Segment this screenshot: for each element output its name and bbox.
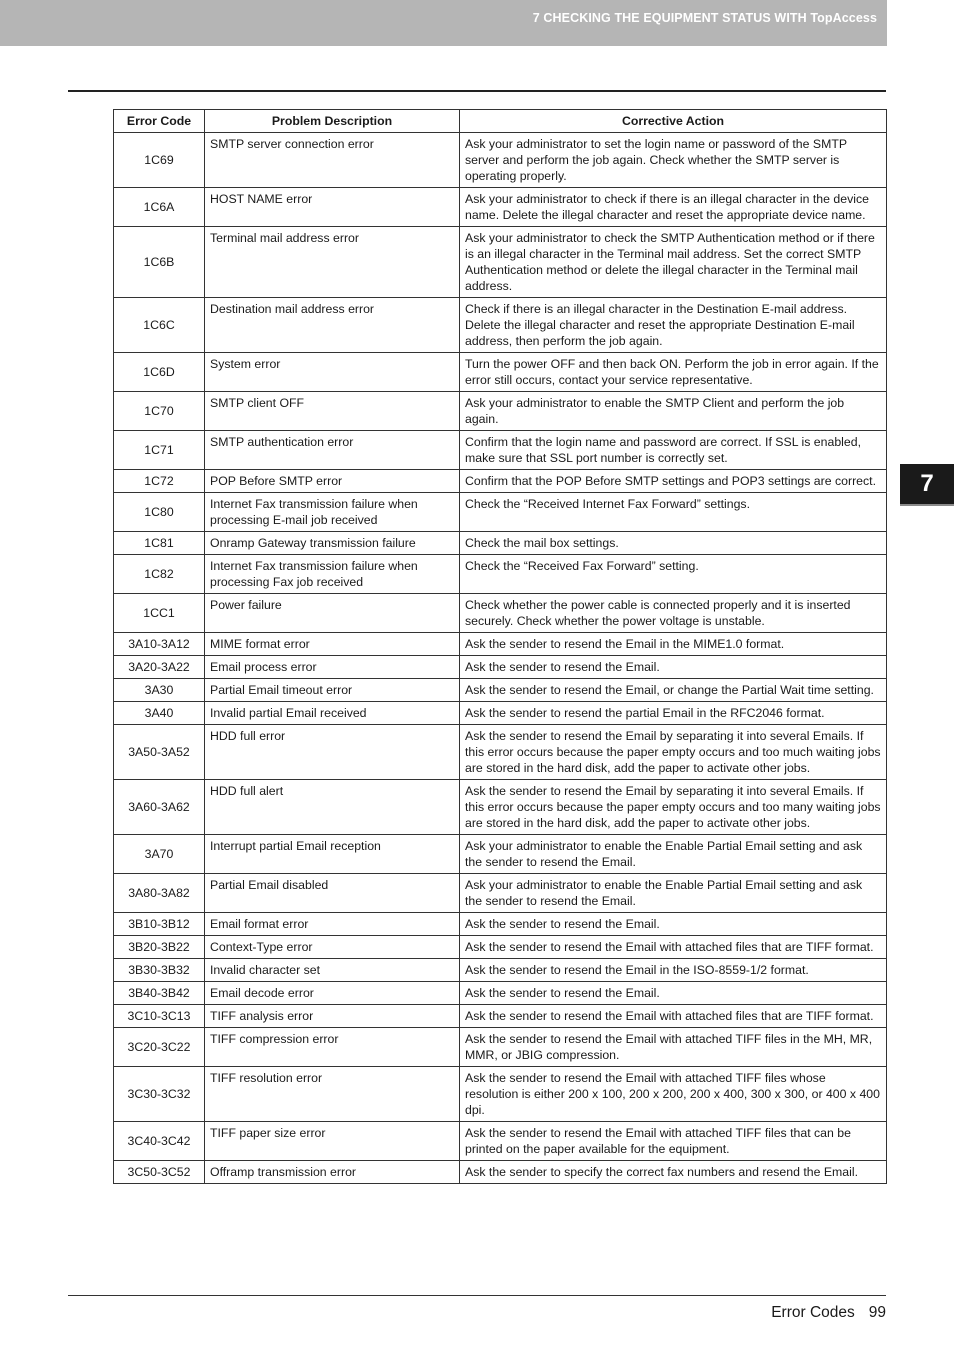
corrective-action-cell: Ask your administrator to enable the Enable Partial Email setting and ask the sender to resend the Email.	[460, 874, 887, 913]
error-code-cell: 1CC1	[114, 594, 205, 633]
bottom-rule	[68, 1295, 886, 1296]
error-code-table	[113, 109, 887, 1184]
problem-description-cell: MIME format error	[205, 633, 460, 656]
table-row	[114, 298, 887, 353]
table-row	[114, 874, 887, 913]
corrective-action-cell: Check the “Received Internet Fax Forward” settings.	[460, 493, 887, 532]
error-code-cell: 1C70	[114, 392, 205, 431]
problem-description-cell: HDD full error	[205, 725, 460, 780]
error-code-cell: 1C81	[114, 532, 205, 555]
table-row	[114, 656, 887, 679]
chapter-header-title: 7 CHECKING THE EQUIPMENT STATUS WITH TopAccess	[532, 11, 877, 25]
corrective-action-cell: Ask the sender to resend the Email with attached TIFF files whose resolution is either 200 x 100, 200 x 200, 200 x 400, 300 x 300, or 400 x 400 dpi.	[460, 1067, 887, 1122]
error-code-cell: 3B10-3B12	[114, 913, 205, 936]
table-row	[114, 702, 887, 725]
error-code-cell: 3B40-3B42	[114, 982, 205, 1005]
table-row	[114, 594, 887, 633]
corrective-action-cell: Ask the sender to resend the Email in the ISO-8559-1/2 format.	[460, 959, 887, 982]
table-body	[114, 133, 887, 1184]
corrective-action-cell: Ask your administrator to check the SMTP Authentication method or if there is an illegal character in the Terminal mail address. Set the correct SMTP Authentication method or delete the illegal character in the Terminal mail address.	[460, 227, 887, 298]
corrective-action-cell: Ask the sender to resend the Email with attached TIFF files in the MH, MR, MMR, or JBIG compression.	[460, 1028, 887, 1067]
error-code-cell: 3A50-3A52	[114, 725, 205, 780]
table-row	[114, 633, 887, 656]
table-row	[114, 555, 887, 594]
corrective-action-cell: Ask the sender to resend the Email with attached files that are TIFF format.	[460, 936, 887, 959]
corrective-action-cell: Confirm that the POP Before SMTP settings and POP3 settings are correct.	[460, 470, 887, 493]
corrective-action-cell: Ask the sender to resend the Email.	[460, 982, 887, 1005]
problem-description-cell: Internet Fax transmission failure when processing E-mail job received	[205, 493, 460, 532]
chapter-tab[interactable]: 7	[900, 464, 954, 504]
problem-description-cell: Context-Type error	[205, 936, 460, 959]
error-code-cell: 3C50-3C52	[114, 1161, 205, 1184]
table-row	[114, 431, 887, 470]
error-code-cell: 3A60-3A62	[114, 780, 205, 835]
corrective-action-cell: Ask the sender to resend the Email, or change the Partial Wait time setting.	[460, 679, 887, 702]
corrective-action-cell: Ask the sender to resend the Email by separating it into several Emails. If this error occurs because the paper empty occurs and too much waiting jobs are stored in the hard disk, add the paper to activate other jobs.	[460, 725, 887, 780]
table-row	[114, 679, 887, 702]
corrective-action-cell: Ask the sender to resend the partial Email in the RFC2046 format.	[460, 702, 887, 725]
header-bar	[0, 0, 887, 46]
error-code-cell: 1C6A	[114, 188, 205, 227]
error-code-cell: 1C72	[114, 470, 205, 493]
problem-description-cell: TIFF paper size error	[205, 1122, 460, 1161]
error-code-cell: 3C10-3C13	[114, 1005, 205, 1028]
error-code-cell: 1C69	[114, 133, 205, 188]
error-code-cell: 3A30	[114, 679, 205, 702]
problem-description-cell: Email format error	[205, 913, 460, 936]
problem-description-cell: SMTP authentication error	[205, 431, 460, 470]
table-row	[114, 493, 887, 532]
table-row	[114, 1028, 887, 1067]
problem-description-cell: Email decode error	[205, 982, 460, 1005]
error-code-cell: 1C71	[114, 431, 205, 470]
error-code-cell: 1C6D	[114, 353, 205, 392]
problem-description-cell: HOST NAME error	[205, 188, 460, 227]
table-row	[114, 1122, 887, 1161]
table-row	[114, 133, 887, 188]
table-row	[114, 959, 887, 982]
footer-section-title: Error Codes	[771, 1304, 855, 1321]
problem-description-cell: Power failure	[205, 594, 460, 633]
page-footer	[771, 1304, 886, 1322]
error-code-cell: 1C6C	[114, 298, 205, 353]
problem-description-cell: Partial Email disabled	[205, 874, 460, 913]
error-code-cell: 1C82	[114, 555, 205, 594]
corrective-action-cell: Ask the sender to resend the Email in the MIME1.0 format.	[460, 633, 887, 656]
error-code-cell: 3A80-3A82	[114, 874, 205, 913]
corrective-action-cell: Ask the sender to resend the Email.	[460, 656, 887, 679]
error-code-cell: 1C6B	[114, 227, 205, 298]
table-row	[114, 353, 887, 392]
problem-description-cell: POP Before SMTP error	[205, 470, 460, 493]
problem-description-cell: Email process error	[205, 656, 460, 679]
problem-description-cell: System error	[205, 353, 460, 392]
error-code-cell: 3C20-3C22	[114, 1028, 205, 1067]
corrective-action-cell: Check whether the power cable is connected properly and it is inserted securely. Check whether the power voltage is unstable.	[460, 594, 887, 633]
table-row	[114, 982, 887, 1005]
error-code-cell: 3A10-3A12	[114, 633, 205, 656]
error-code-cell: 3C40-3C42	[114, 1122, 205, 1161]
problem-description-cell: Internet Fax transmission failure when processing Fax job received	[205, 555, 460, 594]
table-row	[114, 1005, 887, 1028]
corrective-action-cell: Ask the sender to resend the Email.	[460, 913, 887, 936]
problem-description-cell: TIFF resolution error	[205, 1067, 460, 1122]
table-header-row	[114, 110, 887, 133]
problem-description-cell: Invalid character set	[205, 959, 460, 982]
problem-description-cell: Interrupt partial Email reception	[205, 835, 460, 874]
error-code-cell: 3C30-3C32	[114, 1067, 205, 1122]
page-number: 99	[868, 1304, 886, 1321]
corrective-action-cell: Ask the sender to resend the Email with attached TIFF files that can be printed on the paper available for the equipment.	[460, 1122, 887, 1161]
corrective-action-cell: Check if there is an illegal character in the Destination E-mail address. Delete the illegal character and reset the appropriate Destination E-mail address, then perform the job again.	[460, 298, 887, 353]
problem-description-cell: TIFF compression error	[205, 1028, 460, 1067]
table-row	[114, 227, 887, 298]
corrective-action-cell: Ask your administrator to enable the Enable Partial Email setting and ask the sender to resend the Email.	[460, 835, 887, 874]
table-row	[114, 835, 887, 874]
corrective-action-cell: Confirm that the login name and password are correct. If SSL is enabled, make sure that SSL port number is correctly set.	[460, 431, 887, 470]
corrective-action-cell: Ask your administrator to check if there is an illegal character in the device name. Delete the illegal character and reset the appropriate device name.	[460, 188, 887, 227]
error-code-cell: 3A40	[114, 702, 205, 725]
table-row	[114, 470, 887, 493]
error-code-cell: 3A20-3A22	[114, 656, 205, 679]
table-row	[114, 1161, 887, 1184]
corrective-action-cell: Check the mail box settings.	[460, 532, 887, 555]
error-code-cell: 3A70	[114, 835, 205, 874]
corrective-action-cell: Turn the power OFF and then back ON. Perform the job in error again. If the error still occurs, contact your service representative.	[460, 353, 887, 392]
table-row	[114, 913, 887, 936]
corrective-action-cell: Ask the sender to specify the correct fax numbers and resend the Email.	[460, 1161, 887, 1184]
problem-description-cell: TIFF analysis error	[205, 1005, 460, 1028]
problem-description-cell: Onramp Gateway transmission failure	[205, 532, 460, 555]
problem-description-cell: HDD full alert	[205, 780, 460, 835]
error-code-cell: 1C80	[114, 493, 205, 532]
column-header-problem-description: Problem Description	[205, 110, 460, 133]
problem-description-cell: SMTP server connection error	[205, 133, 460, 188]
problem-description-cell: Partial Email timeout error	[205, 679, 460, 702]
table-row	[114, 725, 887, 780]
corrective-action-cell: Ask the sender to resend the Email by separating it into several Emails. If this error occurs because the paper empty occurs and too many waiting jobs are stored in the hard disk, add the paper to activate other jobs.	[460, 780, 887, 835]
corrective-action-cell: Ask your administrator to set the login name or password of the SMTP server and perform the job again. Check whether the SMTP server is operating properly.	[460, 133, 887, 188]
problem-description-cell: SMTP client OFF	[205, 392, 460, 431]
table-row	[114, 936, 887, 959]
problem-description-cell: Invalid partial Email received	[205, 702, 460, 725]
corrective-action-cell: Ask the sender to resend the Email with attached files that are TIFF format.	[460, 1005, 887, 1028]
error-code-cell: 3B30-3B32	[114, 959, 205, 982]
problem-description-cell: Offramp transmission error	[205, 1161, 460, 1184]
problem-description-cell: Destination mail address error	[205, 298, 460, 353]
corrective-action-cell: Check the “Received Fax Forward” setting.	[460, 555, 887, 594]
table-row	[114, 780, 887, 835]
top-rule	[68, 90, 886, 92]
problem-description-cell: Terminal mail address error	[205, 227, 460, 298]
table-row	[114, 188, 887, 227]
column-header-corrective-action: Corrective Action	[460, 110, 887, 133]
table-row	[114, 532, 887, 555]
corrective-action-cell: Ask your administrator to enable the SMTP Client and perform the job again.	[460, 392, 887, 431]
column-header-error-code: Error Code	[114, 110, 205, 133]
error-code-cell: 3B20-3B22	[114, 936, 205, 959]
table-row	[114, 1067, 887, 1122]
table-row	[114, 392, 887, 431]
